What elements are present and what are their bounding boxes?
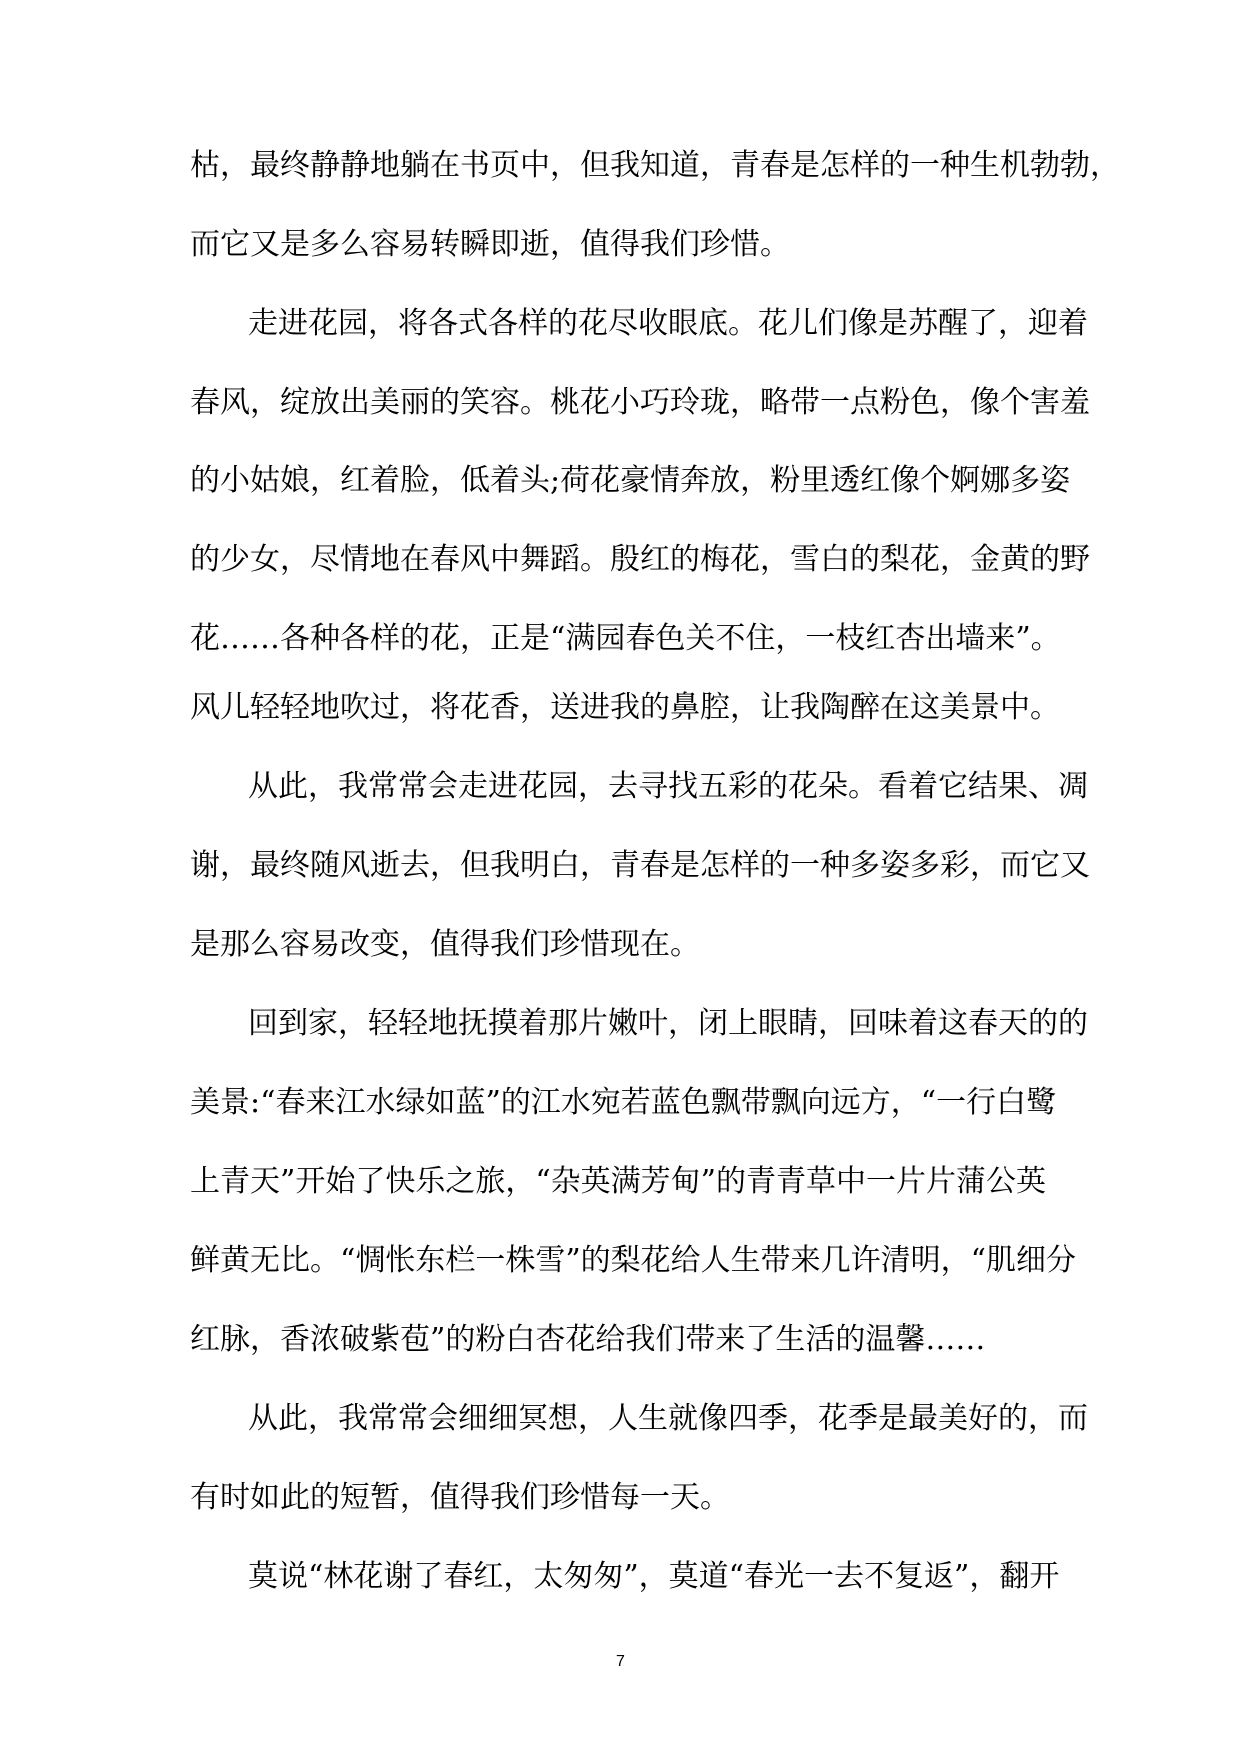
text-line: 红脉，香浓破紫苞”的粉白杏花给我们带来了生活的温馨…… — [190, 1322, 986, 1357]
text-line: 走进花园，将各式各样的花尽收眼底。花儿们像是苏醒了，迎着 — [248, 306, 1088, 341]
text-line: 枯，最终静静地躺在书页中，但我知道，青春是怎样的一种生机勃勃， — [190, 148, 1120, 183]
text-line: 的少女，尽情地在春风中舞蹈。殷红的梅花，雪白的梨花，金黄的野 — [190, 542, 1090, 577]
text-line: 鲜黄无比。“惆怅东栏一株雪”的梨花给人生带来几许清明，“肌细分 — [190, 1243, 1077, 1278]
text-line: 从此，我常常会走进花园，去寻找五彩的花朵。看着它结果、凋 — [248, 769, 1088, 804]
text-line: 莫说“林花谢了春红，太匆匆”，莫道“春光一去不复返”，翻开 — [248, 1559, 1060, 1594]
text-line: 谢，最终随风逝去，但我明白，青春是怎样的一种多姿多彩，而它又 — [190, 848, 1090, 883]
text-line: 春风，绽放出美丽的笑容。桃花小巧玲珑，略带一点粉色，像个害羞 — [190, 385, 1090, 420]
text-line: 花……各种各样的花，正是“满园春色关不住，一枝红杏出墙来”。 — [190, 621, 1061, 656]
page-number: 7 — [616, 1653, 625, 1670]
text-line: 的小姑娘，红着脸，低着头;荷花豪情奔放，粉里透红像个婀娜多姿 — [190, 463, 1071, 498]
text-line: 美景:“春来江水绿如蓝”的江水宛若蓝色飘带飘向远方，“一行白鹭 — [190, 1085, 1057, 1120]
text-line: 有时如此的短暂，值得我们珍惜每一天。 — [190, 1480, 730, 1515]
text-line: 是那么容易改变，值得我们珍惜现在。 — [190, 927, 700, 962]
text-line: 从此，我常常会细细冥想，人生就像四季，花季是最美好的，而 — [248, 1401, 1088, 1436]
text-line: 而它又是多么容易转瞬即逝，值得我们珍惜。 — [190, 227, 790, 262]
text-line: 回到家，轻轻地抚摸着那片嫩叶，闭上眼睛，回味着这春天的的 — [248, 1006, 1088, 1041]
text-line: 风儿轻轻地吹过，将花香，送进我的鼻腔，让我陶醉在这美景中。 — [190, 690, 1060, 725]
text-line: 上青天”开始了快乐之旅，“杂英满芳甸”的青青草中一片片蒲公英 — [190, 1164, 1047, 1199]
